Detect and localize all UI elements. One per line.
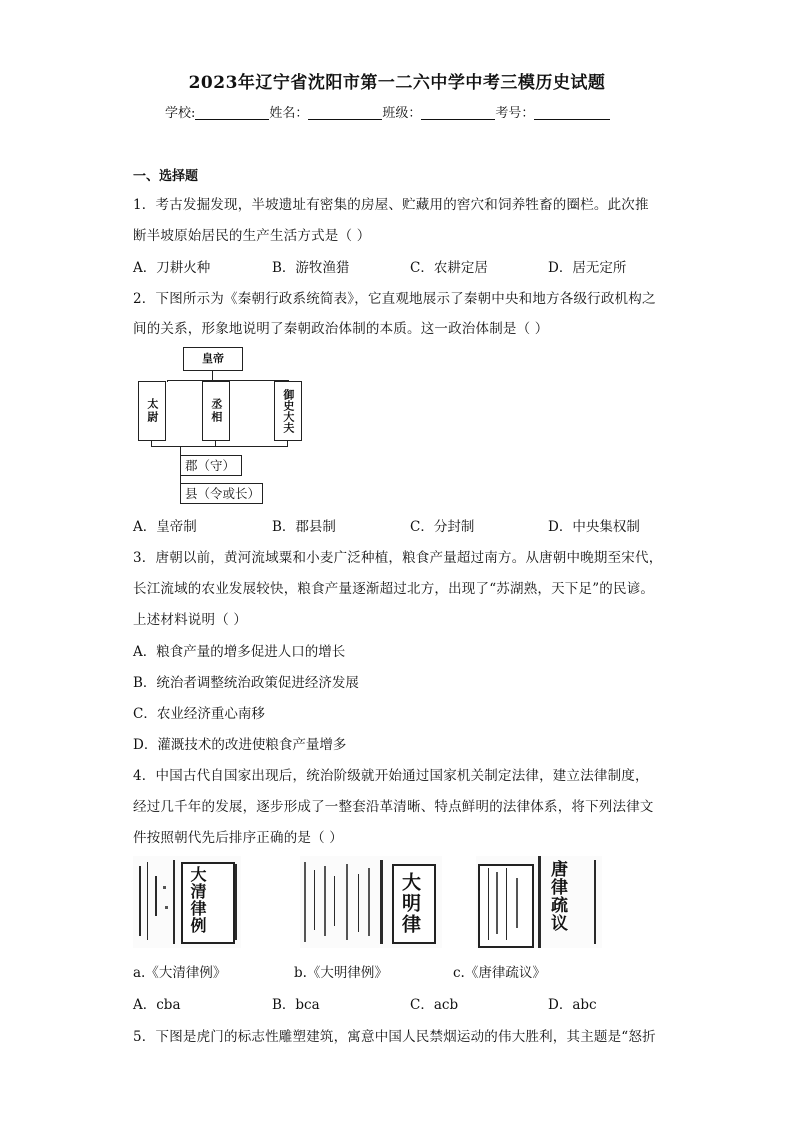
connector-taiwei — [167, 380, 168, 382]
chengxiang-box — [202, 381, 230, 441]
q4-option-b: B．bca — [272, 997, 320, 1013]
page-title: 2023年辽宁省沈阳市第一二六中学中考三模历史试题 — [188, 73, 606, 93]
scan-mark — [506, 868, 507, 940]
exam-number-label: 考号： — [495, 106, 535, 121]
q1-line2: 断半坡原始居民的生产生活方式是（ ） — [133, 228, 371, 244]
q2-line2: 间的关系，形象地说明了秦朝政治体制的本质。这一政治体制是（ ） — [133, 321, 549, 337]
scan-mark — [147, 862, 148, 940]
taiwei-down — [151, 440, 152, 447]
school-label: 学校: — [165, 106, 196, 121]
q2-option-c: C．分封制 — [410, 519, 475, 535]
law-image-tanglv — [476, 856, 602, 948]
class-label: 班级： — [382, 106, 422, 121]
taiwei-box — [138, 381, 166, 441]
scan-mark — [173, 860, 175, 944]
q3-line1: 3．唐朝以前，黄河流域粟和小麦广泛种植，粮食产量超过南方。从唐朝中晚期至宋代， — [133, 550, 663, 566]
q4-line1: 4．中国古代自国家出现后，统治阶级就开始通过国家机关制定法律，建立法律制度， — [133, 768, 649, 784]
scan-mark — [304, 862, 306, 942]
scan-mark — [165, 906, 168, 909]
class-blank — [421, 105, 495, 120]
q1-option-d: D．居无定所 — [548, 260, 627, 276]
scan-mark — [163, 886, 166, 889]
emperor-box: 皇帝 — [183, 347, 243, 371]
q2-option-b: B．郡县制 — [272, 519, 336, 535]
xian-box: 县（令或长） — [180, 483, 263, 504]
scan-mark — [334, 876, 335, 926]
jun-box: 郡（守） — [180, 455, 242, 476]
q4-option-d: D．abc — [548, 997, 597, 1013]
q4-caption-a: a.《大清律例》 — [133, 965, 227, 981]
exam-number-blank — [534, 105, 610, 120]
scan-mark — [314, 870, 315, 930]
q3-option-d: D．灌溉技术的改进使粮食产量增多 — [133, 737, 347, 753]
scan-mark — [139, 866, 141, 936]
q1-option-c: C．农耕定居 — [410, 260, 488, 276]
yushi-label: 御史大夫 — [281, 389, 295, 433]
scan-mark — [346, 864, 348, 940]
q3-line2: 长江流域的农业发展较快，粮食产量逐渐超过北方，出现了“苏湖熟，天下足”的民谚。 — [133, 581, 655, 597]
taiwei-label: 太尉 — [145, 398, 159, 424]
q3-line3: 上述材料说明（ ） — [133, 612, 248, 628]
chengxiang-down — [215, 440, 216, 447]
q3-option-b: B．统治者调整统治政策促进经济发展 — [133, 675, 359, 691]
scan-mark — [368, 868, 370, 936]
q1-option-a: A．刀耕火种 — [133, 260, 211, 276]
q2-line1: 2．下图所示为《秦朝行政系统简表》，它直观地展示了秦朝中央和地方各级行政机构之 — [133, 291, 656, 307]
scan-mark — [488, 868, 489, 940]
q3-option-c: C．农业经济重心南移 — [133, 706, 265, 722]
scan-mark — [324, 866, 326, 936]
q4-caption-c: c.《唐律疏议》 — [453, 965, 546, 981]
law-image-daqing — [133, 856, 241, 948]
q4-line3: 件按照朝代先后排序正确的是（ ） — [133, 830, 343, 846]
q1-option-b: B．游牧渔猎 — [272, 260, 350, 276]
scan-mark — [380, 860, 383, 944]
student-info-row — [165, 102, 610, 121]
yushi-box — [274, 381, 302, 441]
q3-option-a: A．粮食产量的增多促进人口的增长 — [133, 644, 346, 660]
q4-option-c: C．acb — [410, 997, 459, 1013]
section-heading: 一、选择题 — [133, 169, 199, 184]
law-title-tanglv: 唐律疏议 — [547, 860, 567, 932]
q4-option-a: A．cba — [133, 997, 181, 1013]
xian-up — [180, 476, 181, 483]
q4-caption-b: b.《大明律例》 — [294, 965, 388, 981]
scan-mark — [538, 856, 541, 948]
q1-line1: 1．考古发掘发现，半坡遗址有密集的房屋、贮藏用的窖穴和饲养牲畜的圈栏。此次推 — [133, 197, 649, 213]
q2-option-a: A．皇帝制 — [133, 519, 197, 535]
name-blank — [308, 105, 382, 120]
chengxiang-label: 丞相 — [209, 398, 223, 424]
q5-line1: 5．下图是虎门的标志性雕塑建筑，寓意中国人民禁烟运动的伟大胜利，其主题是“怒折 — [133, 1029, 656, 1045]
law-title-daming: 大明律 — [399, 872, 421, 935]
scan-mark — [235, 864, 237, 940]
bottom-connector — [151, 446, 288, 447]
q2-option-d: D．中央集权制 — [548, 519, 640, 535]
name-label: 姓名： — [269, 106, 309, 121]
scan-mark — [155, 876, 157, 916]
q4-line2: 经过几千年的发展，逐步形成了一整套沿革清晰、特点鲜明的法律体系，将下列法律文 — [133, 799, 654, 815]
law-image-daming — [300, 856, 442, 948]
yushi-down — [287, 440, 288, 447]
scan-mark — [358, 874, 359, 932]
scan-mark — [496, 872, 498, 934]
school-blank — [195, 105, 269, 120]
law-title-daqing: 大清律例 — [188, 866, 207, 934]
scan-mark — [594, 860, 596, 944]
scan-mark — [516, 878, 518, 928]
